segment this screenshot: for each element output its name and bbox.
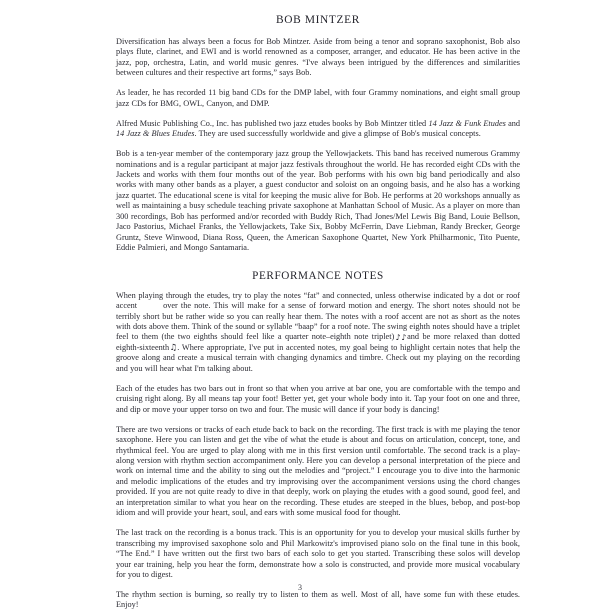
bio-paragraph-4: Bob is a ten-year member of the contemporary jazz group the Yellowjackets. This band has received numerous Grammy nominations and is a regular participant at major jazz festivals throughout the world. He has recorded eight CDs with the Jackets and works with them four months out of the year. Bob performs with his own big band periodically and also works with many other bands as a player, a guest conductor and soloist on an ongoing basis, and he also has a working jazz quartet. The educational scene is vital for keeping the music alive for Bob. He performs at 20 workshops annually as well as maintaining a busy schedule teaching private saxophone at Manhattan School of Music. As a player on more than 300 recordings, Bob has performed and/or recorded with Buddy Rich, Thad Jones/Mel Lewis Big Band, Louie Bellson, Jaco Pastorius, Michael Franks, the Yellowjackets, Take Six, Bobby McFerrin, Dave Liebman, Randy Brecker, George Gruntz, Steve Winwood, Diana Ross, Queen, the American Saxophone Quartet, New York Philharmonic, Tito Puente, Eddie Palmieri, and Mongo Santamaria.: [116, 149, 520, 253]
performance-paragraph-4: The last track on the recording is a bonus track. This is an opportunity for you to develop your musical skills further by transcribing my improvised saxophone solo and Phil Markowitz's improvised piano solo on the final tune in this book, “The End.” I have written out the first two bars of each solo to get you started. Transcribing these solos will develop your ear training, help you hear the form, demonstrate how a solo is constructed, and provide more musical vocabulary for you to digest.: [116, 528, 520, 580]
performance-paragraph-1-part-d: . Where appropriate, I've put in accented notes, my goal being to highlight certain notes that help the groove along and create a musical terrain with changing dynamics and timbre. Check out my playing on the recording and you will hear what I'm talking about.: [116, 342, 520, 373]
triplet-note-icon: ♪♪: [394, 332, 408, 342]
bio-paragraph-3: [116, 119, 520, 140]
performance-paragraph-1: [116, 291, 520, 375]
book-title-2: 14 Jazz & Blues Etudes: [116, 129, 195, 139]
performance-paragraph-1-part-c: and be more relaxed than dotted eighth-sixteenth: [116, 332, 521, 352]
performance-paragraph-5: The rhythm section is burning, so really try to listen to them as well. Most of all, have some fun with these etudes. Enjoy!: [116, 589, 520, 610]
page-number: 3: [298, 583, 302, 592]
bio-paragraph-3-lead: Alfred Music Publishing Co., Inc. has published two jazz etudes books by Bob Mintzer titled: [116, 118, 429, 128]
performance-paragraph-1-part-a: When playing through the etudes, try to play the notes “fat” and connected, unless otherwise indicated by a dot or roof accent: [116, 290, 520, 311]
book-title-1: 14 Jazz & Funk Etudes: [428, 118, 506, 128]
section-heading-performance-notes: PERFORMANCE NOTES: [252, 269, 384, 282]
bio-paragraph-3-tail: . They are used successfully worldwide and give a glimpse of Bob's musical concepts.: [194, 129, 481, 139]
performance-paragraph-2: Each of the etudes has two bars out in front so that when you arrive at bar one, you are comfortable with the tempo and cruising right along. By all means tap your foot! Better yet, get your whole body into it. Tap your foot on one and three, and dip or move your upper torso on two and four. The music will dance if your body is dancing!: [116, 383, 520, 414]
bio-paragraph-1: Diversification has always been a focus for Bob Mintzer. Aside from being a tenor and soprano saxophonist, Bob also plays flute, clarinet, and EWI and is world renowned as a composer, arranger, and educator. He has been active in the jazz, pop, orchestra, Latin, and world music genres. “I've always been intrigued by the differences and similarities between cultures and their respective art forms,” says Bob.: [116, 37, 520, 78]
page-title: BOB MINTZER: [275, 14, 361, 26]
beamed-eighth-notes-icon: ♫: [169, 342, 178, 353]
performance-paragraph-1-part-b: over the note. This will make for a sense of forward motion and energy. The short notes should not be terribly short but be rather wide so you can really hear them. The notes with a roof accent are not as short as the notes with dots above them. Think of the sound or syllable “baap” for a roof note. The swing eighth notes should have a triplet feel to them (the two eighths should feel like a quarter note–eighth note triplet): [116, 301, 520, 342]
performance-paragraph-3: There are two versions or tracks of each etude back to back on the recording. The first track is with me playing the tenor saxophone. Here you can listen and get the vibe of what the etude is about and focus on articulation, concept, tone, and rhythmical feel. You are urged to play along with me in this first version until comfortable. The second track is a play-along version with rhythm section accompaniment only. Here you can develop a personal interpretation of the piece and work on internal time and the ability to sing out the melodies and “project.” I encourage you to dive into the harmonic and melodic implications of the etudes and try improvising over the accompaniment versions using the chord changes provided. If you are not quite ready to dive in that deeply, work on playing the etudes with a good sound, good feel, and an interpretation similar to what you hear on the recording. These etudes are steeped in the blues, bebop, and post-bop idiom and will provide your heart, soul, and ears with some musical food for thought.: [116, 424, 520, 518]
bio-paragraph-2: As leader, he has recorded 11 big band CDs for the DMP label, with four Grammy nominations, and eight small group jazz CDs for BMG, OWL, Canyon, and DMP.: [116, 88, 520, 108]
bio-paragraph-3-mid: and: [505, 118, 520, 128]
